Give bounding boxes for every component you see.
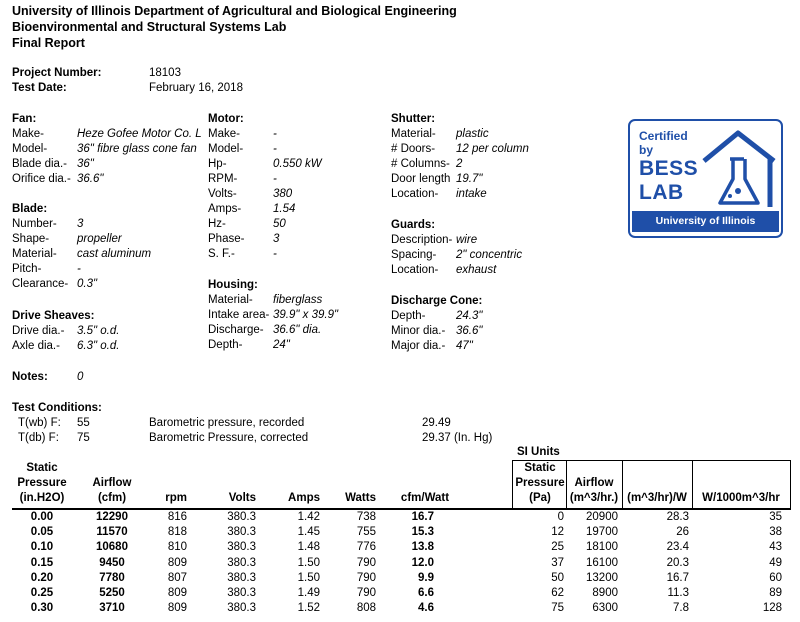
table-cell-cfmw: 12.0 bbox=[411, 556, 434, 569]
table-cell-m3: 19700 bbox=[586, 526, 618, 539]
logo-by-text: by bbox=[639, 143, 654, 157]
header-cfm: (cfm) bbox=[97, 492, 127, 504]
header-si-w-per-1000: W/1000m^3/hr bbox=[702, 492, 780, 504]
table-cell-pa: 25 bbox=[551, 541, 564, 554]
blade-label: Pitch- bbox=[12, 263, 42, 275]
fan-value: 36.6" bbox=[77, 173, 104, 185]
housing-value: 39.9" x 39.9" bbox=[273, 309, 339, 321]
table-cell-cfmw: 9.9 bbox=[418, 571, 434, 584]
table-cell-airflow: 11570 bbox=[96, 526, 128, 539]
table-cell-rpm: 816 bbox=[167, 511, 187, 523]
blade-value: cast aluminum bbox=[77, 248, 152, 260]
table-cell-watts: 790 bbox=[356, 571, 376, 584]
table-cell-airflow: 9450 bbox=[99, 556, 125, 569]
table-cell-w: 49 bbox=[769, 556, 782, 569]
table-cell-volts: 380.3 bbox=[227, 571, 256, 584]
shutter-value: 19.7" bbox=[456, 173, 483, 185]
table-cell-amps: 1.52 bbox=[297, 602, 320, 615]
bess-lab-logo bbox=[628, 119, 783, 238]
table-cell-rpm: 809 bbox=[167, 587, 187, 599]
cone-section-title: Discharge Cone: bbox=[391, 295, 483, 307]
logo-certified-text: Certified bbox=[639, 129, 688, 143]
table-cell-w: 89 bbox=[769, 587, 782, 599]
table-cell-watts: 808 bbox=[356, 602, 376, 615]
blade-label: Clearance- bbox=[12, 278, 69, 290]
housing-section-title: Housing: bbox=[208, 279, 258, 291]
table-cell-sp: 0.15 bbox=[30, 556, 54, 569]
cone-label: Major dia.- bbox=[391, 340, 446, 352]
baro-recorded-value: 29.49 bbox=[422, 417, 451, 429]
motor-value: 50 bbox=[273, 218, 286, 230]
table-cell-watts: 790 bbox=[356, 556, 376, 569]
cone-value: 24.3" bbox=[456, 310, 483, 322]
housing-label: Material- bbox=[208, 294, 253, 306]
guards-value: wire bbox=[456, 234, 478, 246]
test-date-value: February 16, 2018 bbox=[149, 82, 243, 94]
table-cell-cfmw: 16.7 bbox=[411, 511, 434, 523]
header-airflow: Airflow bbox=[92, 477, 132, 489]
table-cell-amps: 1.49 bbox=[297, 587, 320, 599]
housing-value: 24" bbox=[273, 339, 290, 351]
flask-house-icon bbox=[700, 129, 778, 211]
cone-label: Minor dia.- bbox=[391, 325, 446, 337]
table-cell-m3: 18100 bbox=[586, 541, 618, 554]
header-static: Static bbox=[26, 462, 58, 474]
table-cell-amps: 1.50 bbox=[297, 556, 320, 569]
table-cell-sp: 0.20 bbox=[30, 571, 54, 584]
motor-value: - bbox=[273, 173, 277, 185]
table-cell-rpm: 818 bbox=[167, 526, 187, 539]
cone-value: 47" bbox=[456, 340, 473, 352]
twb-value: 55 bbox=[77, 417, 90, 429]
drive-value: 6.3" o.d. bbox=[77, 340, 120, 352]
baro-corrected-value: 29.37 (In. Hg) bbox=[422, 432, 493, 444]
guards-section-title: Guards: bbox=[391, 219, 436, 231]
project-number-value: 18103 bbox=[149, 67, 181, 79]
cone-label: Depth- bbox=[391, 310, 426, 322]
table-cell-cfmw: 15.3 bbox=[411, 526, 434, 539]
table-cell-amps: 1.50 bbox=[297, 571, 320, 584]
table-cell-rpm: 809 bbox=[167, 556, 187, 569]
shutter-value: 12 per column bbox=[456, 143, 529, 155]
fan-value: Heze Gofee Motor Co. L bbox=[77, 128, 202, 140]
table-cell-m3: 20900 bbox=[586, 511, 618, 523]
motor-label: Amps- bbox=[208, 203, 242, 215]
motor-label: RPM- bbox=[208, 173, 238, 185]
baro-corrected-label: Barometric Pressure, corrected bbox=[149, 432, 309, 444]
motor-value: - bbox=[273, 143, 277, 155]
table-cell-pa: 75 bbox=[551, 602, 564, 615]
notes-value: 0 bbox=[77, 371, 84, 383]
housing-label: Intake area- bbox=[208, 309, 270, 321]
blade-value: propeller bbox=[77, 233, 122, 245]
blade-label: Shape- bbox=[12, 233, 50, 245]
notes-label: Notes: bbox=[12, 371, 48, 383]
guards-value: 2" concentric bbox=[456, 249, 523, 261]
table-cell-eff: 28.3 bbox=[666, 511, 689, 523]
table-cell-rpm: 807 bbox=[167, 571, 187, 584]
header-si-m3hr: (m^3/hr.) bbox=[569, 492, 619, 504]
motor-label: Hz- bbox=[208, 218, 226, 230]
drive-section-title: Drive Sheaves: bbox=[12, 310, 95, 322]
table-cell-cfmw: 4.6 bbox=[418, 602, 434, 615]
table-cell-w: 35 bbox=[769, 511, 782, 523]
guards-label: Location- bbox=[391, 264, 439, 276]
table-cell-pa: 37 bbox=[551, 556, 564, 569]
shutter-label: # Doors- bbox=[391, 143, 436, 155]
header-si-static: Static bbox=[524, 462, 556, 474]
fan-value: 36" fibre glass cone fan bbox=[77, 143, 197, 155]
fan-label: Orifice dia.- bbox=[12, 173, 71, 185]
table-cell-sp: 0.25 bbox=[30, 587, 54, 599]
header-amps: Amps bbox=[288, 492, 320, 504]
table-cell-eff: 7.8 bbox=[673, 602, 689, 615]
motor-label: Hp- bbox=[208, 158, 227, 170]
table-cell-sp: 0.05 bbox=[30, 526, 54, 539]
header-si-airflow: Airflow bbox=[574, 477, 614, 489]
table-cell-amps: 1.42 bbox=[297, 511, 320, 523]
table-cell-w: 38 bbox=[769, 526, 782, 539]
shutter-label: Material- bbox=[391, 128, 436, 140]
motor-value: 3 bbox=[273, 233, 280, 245]
guards-label: Spacing- bbox=[391, 249, 437, 261]
fan-label: Blade dia.- bbox=[12, 158, 67, 170]
table-cell-eff: 23.4 bbox=[666, 541, 689, 554]
guards-label: Description- bbox=[391, 234, 453, 246]
table-cell-watts: 738 bbox=[356, 511, 376, 523]
table-cell-m3: 6300 bbox=[592, 602, 618, 615]
report-header-title: Final Report bbox=[12, 36, 85, 50]
drive-label: Axle dia.- bbox=[12, 340, 60, 352]
baro-recorded-label: Barometric pressure, recorded bbox=[149, 417, 305, 429]
motor-section-title: Motor: bbox=[208, 113, 244, 125]
table-cell-cfmw: 13.8 bbox=[411, 541, 434, 554]
table-cell-watts: 790 bbox=[356, 587, 376, 599]
table-cell-airflow: 5250 bbox=[99, 587, 125, 599]
drive-label: Drive dia.- bbox=[12, 325, 65, 337]
shutter-label: # Columns- bbox=[391, 158, 450, 170]
shutter-value: intake bbox=[456, 188, 487, 200]
table-cell-pa: 50 bbox=[551, 571, 564, 584]
header-volts: Volts bbox=[228, 492, 256, 504]
fan-value: 36" bbox=[77, 158, 94, 170]
table-cell-cfmw: 6.6 bbox=[418, 587, 434, 599]
table-cell-sp: 0.00 bbox=[30, 511, 54, 523]
table-cell-volts: 380.3 bbox=[227, 511, 256, 523]
table-cell-m3: 8900 bbox=[592, 587, 618, 599]
table-cell-m3: 16100 bbox=[586, 556, 618, 569]
housing-value: fiberglass bbox=[273, 294, 323, 306]
table-cell-airflow: 7780 bbox=[99, 571, 125, 584]
report-header-university: University of Illinois Department of Agricultural and Biological Engineering bbox=[12, 4, 457, 18]
shutter-section-title: Shutter: bbox=[391, 113, 436, 125]
blade-value: 3 bbox=[77, 218, 84, 230]
test-date-label: Test Date: bbox=[12, 82, 67, 94]
table-cell-amps: 1.45 bbox=[297, 526, 320, 539]
motor-value: 0.550 kW bbox=[273, 158, 322, 170]
motor-label: S. F.- bbox=[208, 248, 235, 260]
table-cell-airflow: 12290 bbox=[96, 511, 128, 523]
table-cell-watts: 755 bbox=[356, 526, 376, 539]
header-watts: Watts bbox=[345, 492, 376, 504]
table-cell-watts: 776 bbox=[356, 541, 376, 554]
shutter-value: 2 bbox=[456, 158, 463, 170]
table-cell-volts: 380.3 bbox=[227, 556, 256, 569]
table-cell-eff: 11.3 bbox=[667, 587, 689, 599]
blade-label: Material- bbox=[12, 248, 57, 260]
header-si-efficiency: (m^3/hr)/W bbox=[627, 492, 687, 504]
header-si-pa: (Pa) bbox=[529, 492, 551, 504]
header-si-pressure: Pressure bbox=[515, 477, 565, 489]
motor-value: - bbox=[273, 128, 277, 140]
table-cell-volts: 380.3 bbox=[227, 602, 256, 615]
header-pressure: Pressure bbox=[17, 477, 67, 489]
si-units-label: SI Units bbox=[517, 446, 560, 458]
table-cell-volts: 380.3 bbox=[227, 526, 256, 539]
shutter-label: Location- bbox=[391, 188, 439, 200]
table-cell-pa: 0 bbox=[557, 511, 564, 523]
motor-label: Phase- bbox=[208, 233, 245, 245]
logo-university-banner: University of Illinois bbox=[632, 211, 779, 232]
fan-section-title: Fan: bbox=[12, 113, 37, 125]
project-number-label: Project Number: bbox=[12, 67, 102, 79]
table-cell-w: 60 bbox=[769, 571, 782, 584]
blade-section-title: Blade: bbox=[12, 203, 48, 215]
blade-value: - bbox=[77, 263, 81, 275]
guards-value: exhaust bbox=[456, 264, 497, 276]
drive-value: 3.5" o.d. bbox=[77, 325, 120, 337]
table-cell-amps: 1.48 bbox=[297, 541, 320, 554]
header-cfm-watt: cfm/Watt bbox=[400, 492, 450, 504]
blade-value: 0.3" bbox=[77, 278, 98, 290]
table-cell-rpm: 809 bbox=[167, 602, 187, 615]
motor-label: Model- bbox=[208, 143, 244, 155]
table-cell-pa: 12 bbox=[551, 526, 564, 539]
housing-label: Depth- bbox=[208, 339, 243, 351]
fan-label: Make- bbox=[12, 128, 44, 140]
tdb-label: T(db) F: bbox=[18, 432, 59, 444]
test-conditions-title: Test Conditions: bbox=[12, 402, 102, 414]
header-inh2o: (in.H2O) bbox=[19, 492, 65, 504]
fan-label: Model- bbox=[12, 143, 48, 155]
header-rpm: rpm bbox=[165, 492, 187, 504]
table-cell-sp: 0.10 bbox=[30, 541, 54, 554]
logo-bess-text: BESS bbox=[639, 157, 699, 180]
motor-value: - bbox=[273, 248, 277, 260]
shutter-label: Door length bbox=[391, 173, 451, 185]
motor-label: Make- bbox=[208, 128, 240, 140]
table-cell-eff: 26 bbox=[676, 526, 689, 539]
table-cell-volts: 380.3 bbox=[227, 541, 256, 554]
report-header-lab: Bioenvironmental and Structural Systems Lab bbox=[12, 20, 287, 34]
table-cell-airflow: 3710 bbox=[99, 602, 125, 615]
blade-label: Number- bbox=[12, 218, 57, 230]
housing-value: 36.6" dia. bbox=[273, 324, 322, 336]
table-cell-airflow: 10680 bbox=[96, 541, 128, 554]
table-cell-eff: 16.7 bbox=[666, 571, 689, 584]
housing-label: Discharge- bbox=[208, 324, 264, 336]
table-cell-m3: 13200 bbox=[586, 571, 618, 584]
table-cell-volts: 380.3 bbox=[227, 587, 256, 599]
motor-value: 380 bbox=[273, 188, 293, 200]
cone-value: 36.6" bbox=[456, 325, 483, 337]
tdb-value: 75 bbox=[77, 432, 90, 444]
twb-label: T(wb) F: bbox=[18, 417, 61, 429]
table-cell-w: 43 bbox=[769, 541, 782, 554]
table-cell-eff: 20.3 bbox=[666, 556, 689, 569]
table-cell-sp: 0.30 bbox=[30, 602, 54, 615]
table-cell-w: 128 bbox=[762, 602, 782, 615]
shutter-value: plastic bbox=[456, 128, 489, 140]
motor-label: Volts- bbox=[208, 188, 237, 200]
motor-value: 1.54 bbox=[273, 203, 296, 215]
table-cell-rpm: 810 bbox=[167, 541, 187, 554]
table-cell-pa: 62 bbox=[551, 587, 564, 599]
logo-lab-text: LAB bbox=[639, 181, 684, 204]
